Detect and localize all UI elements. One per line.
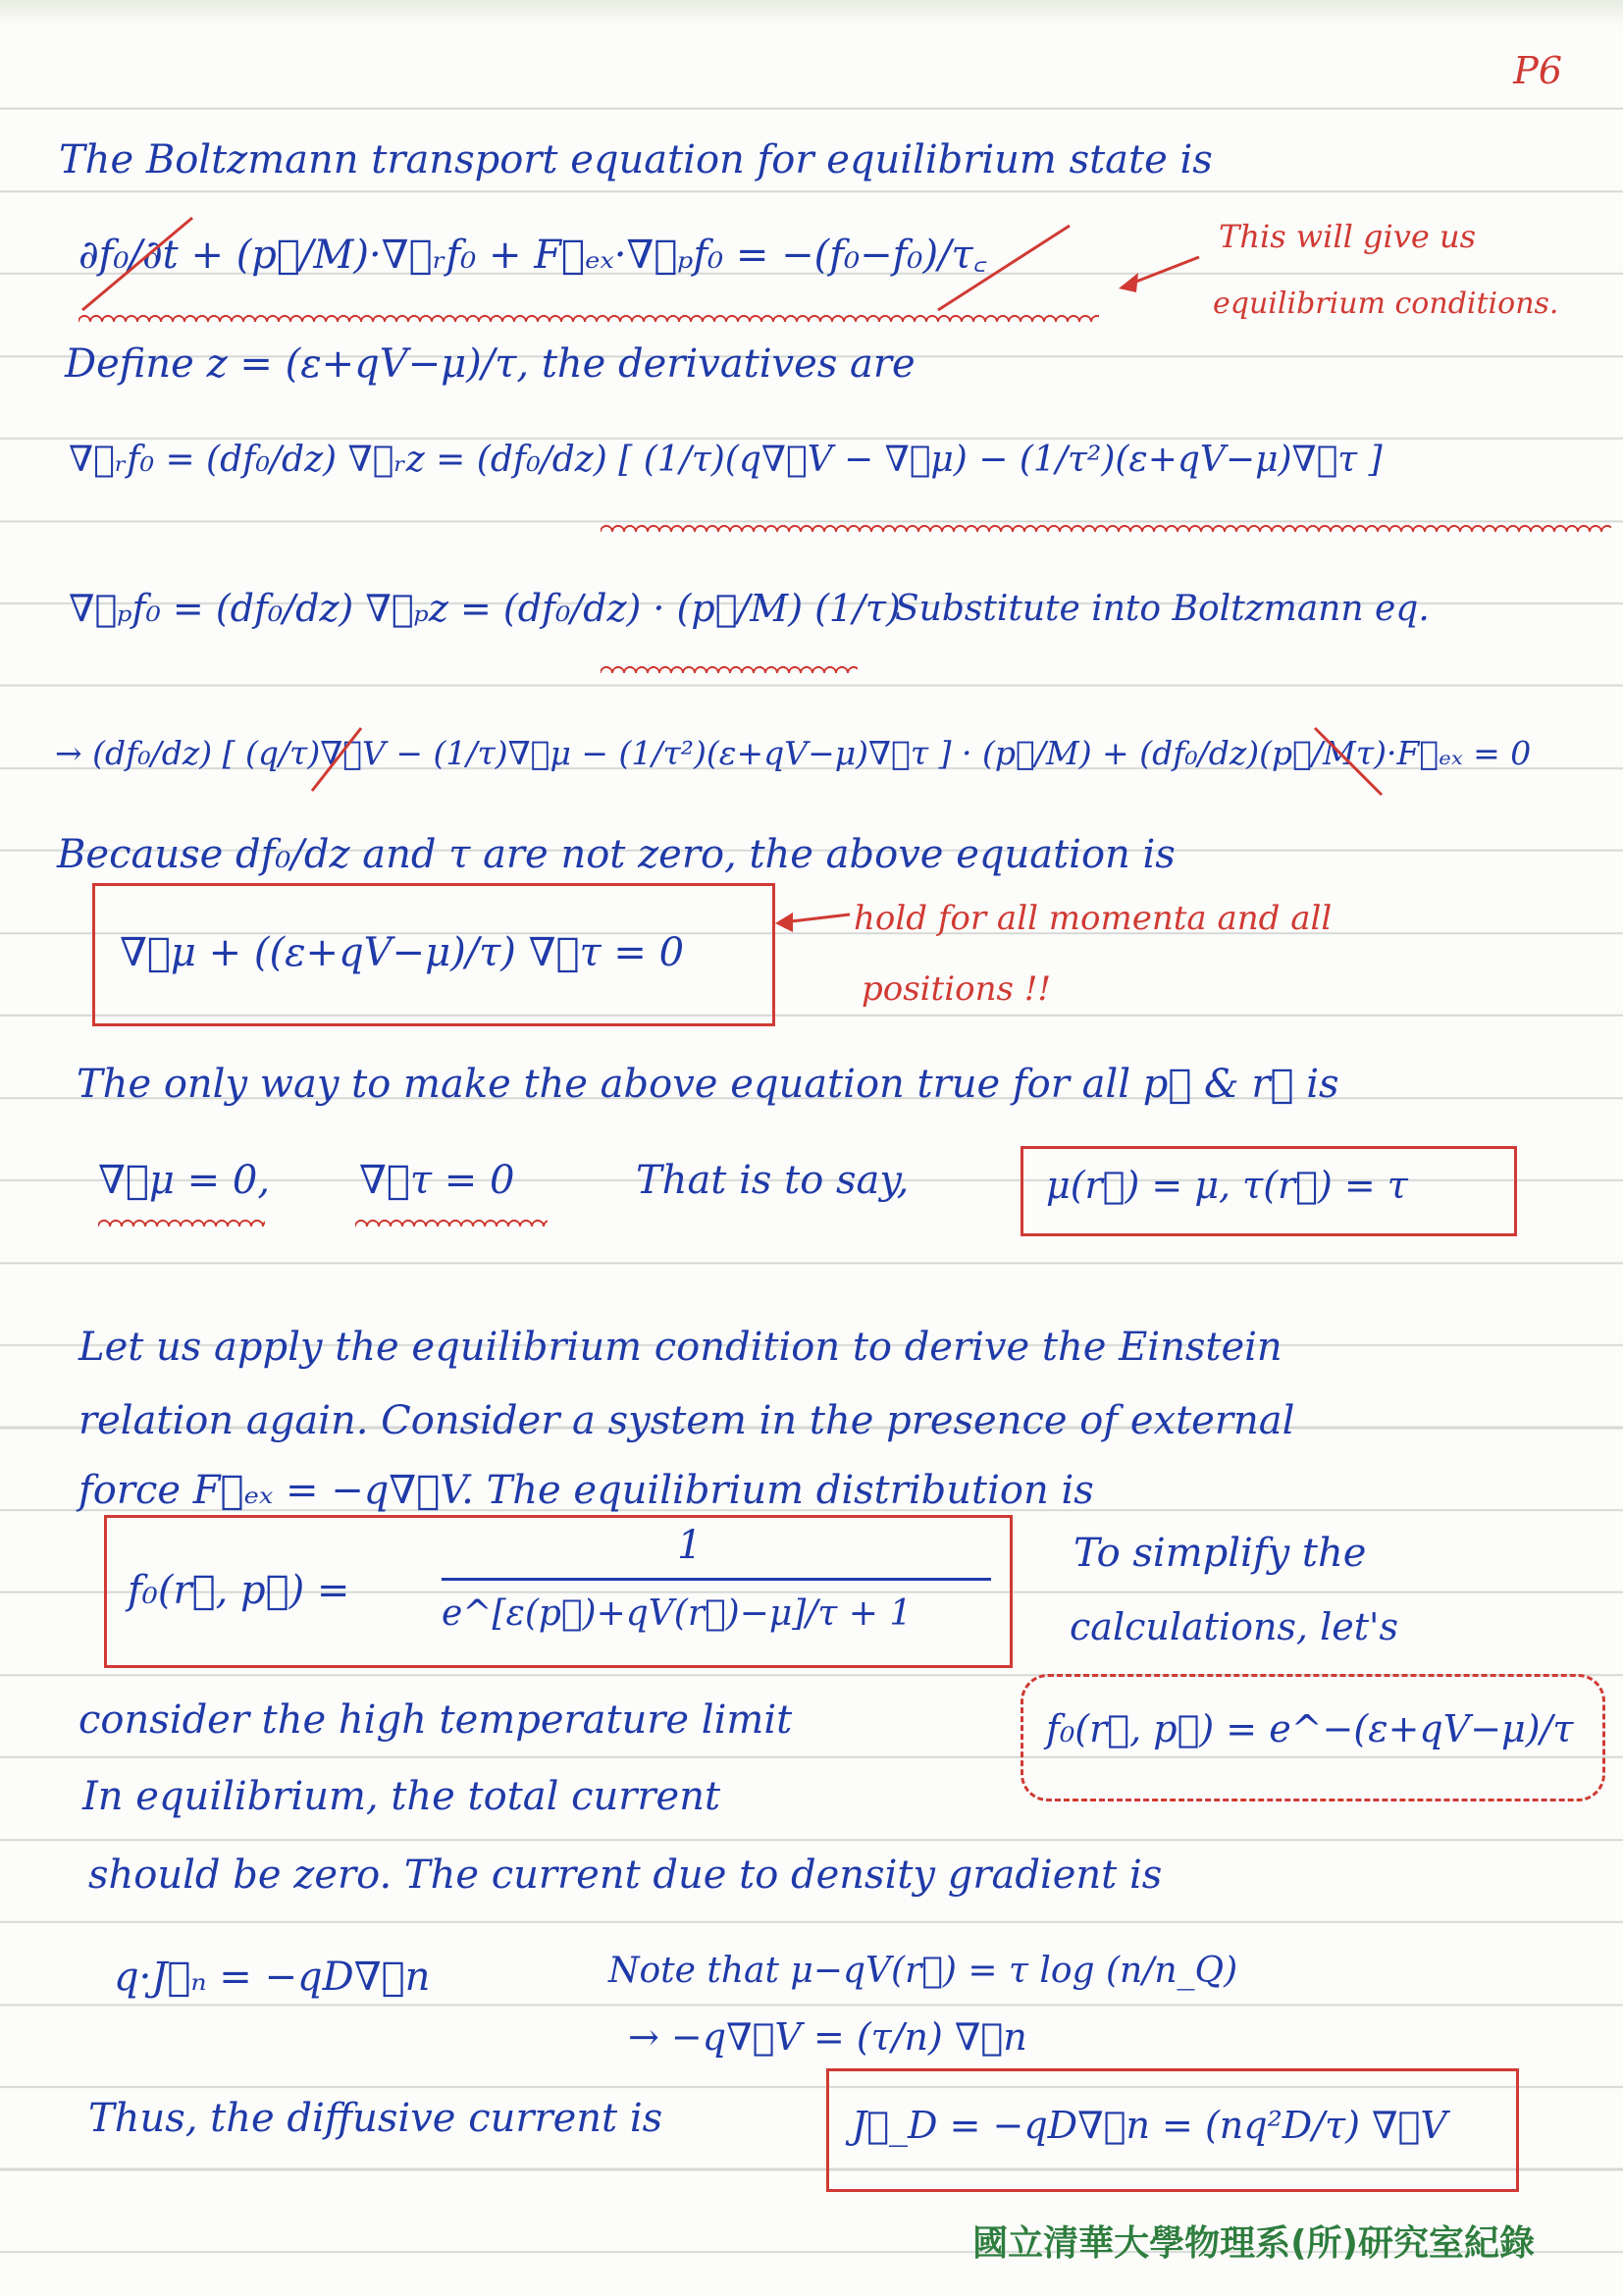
intro-line: The Boltzmann transport equation for equilibrium state is <box>59 137 1213 183</box>
fermi-denominator: e^[ε(p⃗)+qV(r⃗)−μ]/τ + 1 <box>442 1593 913 1634</box>
diffusive-current-equation: J⃗_D = −qD∇⃗n = (nq²D/τ) ∇⃗V <box>852 2104 1447 2147</box>
note-hold-all-2: positions !! <box>862 969 1052 1009</box>
gradient-v-relation: → −q∇⃗V = (τ/n) ∇⃗n <box>628 2015 1027 2059</box>
einstein-line-3: force F⃗ₑₓ = −q∇⃗V. The equilibrium distribution is <box>79 1468 1094 1513</box>
gradient-p-equation: ∇⃗ₚf₀ = (df₀/dz) ∇⃗ₚz = (df₀/dz) · (p⃗/M) (1/τ) <box>69 587 901 630</box>
substituted-equation: → (df₀/dz) [ (q/τ)∇⃗V − (1/τ)∇⃗μ − (1/τ²)(ε+qV−μ)∇⃗τ ] · (p⃗/M) + (df₀/dz)(p⃗/Mτ)·F⃗ₑₓ = 0 <box>55 734 1532 772</box>
substitute-note: Substitute into Boltzmann eq. <box>895 589 1430 629</box>
gradient-mu-zero: ∇⃗μ = 0, <box>98 1158 271 1203</box>
define-z-line: Define z = (ε+qV−μ)/τ, the derivatives are <box>65 341 916 387</box>
note-equilibrium-conditions-1: This will give us <box>1219 218 1476 255</box>
gradient-tau-zero: ∇⃗τ = 0 <box>359 1158 515 1203</box>
einstein-line-2: relation again. Consider a system in the presence of external <box>79 1398 1295 1443</box>
total-current-line: In equilibrium, the total current <box>82 1774 721 1819</box>
diffusion-current-equation: q·J⃗ₙ = −qD∇⃗n <box>114 1955 431 2000</box>
density-gradient-line: should be zero. The current due to density gradient is <box>88 1852 1163 1898</box>
note-equilibrium-conditions-2: equilibrium conditions. <box>1213 287 1559 321</box>
institution-footer: 國立清華大學物理系(所)研究室紀錄 <box>972 2223 1535 2264</box>
thus-line: Thus, the diffusive current is <box>88 2096 663 2141</box>
uniform-mu-tau: μ(r⃗) = μ, τ(r⃗) = τ <box>1046 1164 1408 1207</box>
boltzmann-equation: ∂f₀/∂t + (p⃗/M)·∇⃗ᵣf₀ + F⃗ₑₓ·∇⃗ₚf₀ = −(f₀−f₀)/τ꜀ <box>79 233 987 278</box>
fermi-lhs: f₀(r⃗, p⃗) = <box>128 1568 350 1613</box>
fermi-numerator: 1 <box>677 1523 703 1568</box>
boltzmann-limit-equation: f₀(r⃗, p⃗) = e^−(ε+qV−μ)/τ <box>1046 1707 1574 1750</box>
simplify-note-2: calculations, let's <box>1070 1605 1398 1648</box>
simplify-note-1: To simplify the <box>1073 1531 1367 1576</box>
high-temperature-line: consider the high temperature limit <box>79 1697 793 1743</box>
note-hold-all-1: hold for all momenta and all <box>854 899 1333 938</box>
page-number: P6 <box>1513 49 1562 92</box>
equilibrium-condition-equation: ∇⃗μ + ((ε+qV−μ)/τ) ∇⃗τ = 0 <box>120 930 685 975</box>
note-that-line: Note that μ−qV(r⃗) = τ log (n/n_Q) <box>608 1951 1238 1991</box>
gradient-r-equation: ∇⃗ᵣf₀ = (df₀/dz) ∇⃗ᵣz = (df₀/dz) [ (1/τ)(q∇⃗V − ∇⃗μ) − (1/τ²)(ε+qV−μ)∇⃗τ ] <box>69 440 1383 480</box>
because-line: Because df₀/dz and τ are not zero, the above equation is <box>57 832 1176 877</box>
that-is-to-say: That is to say, <box>636 1158 910 1203</box>
only-way-line: The only way to make the above equation true for all p⃗ & r⃗ is <box>77 1062 1339 1107</box>
einstein-line-1: Let us apply the equilibrium condition to derive the Einstein <box>79 1325 1283 1370</box>
